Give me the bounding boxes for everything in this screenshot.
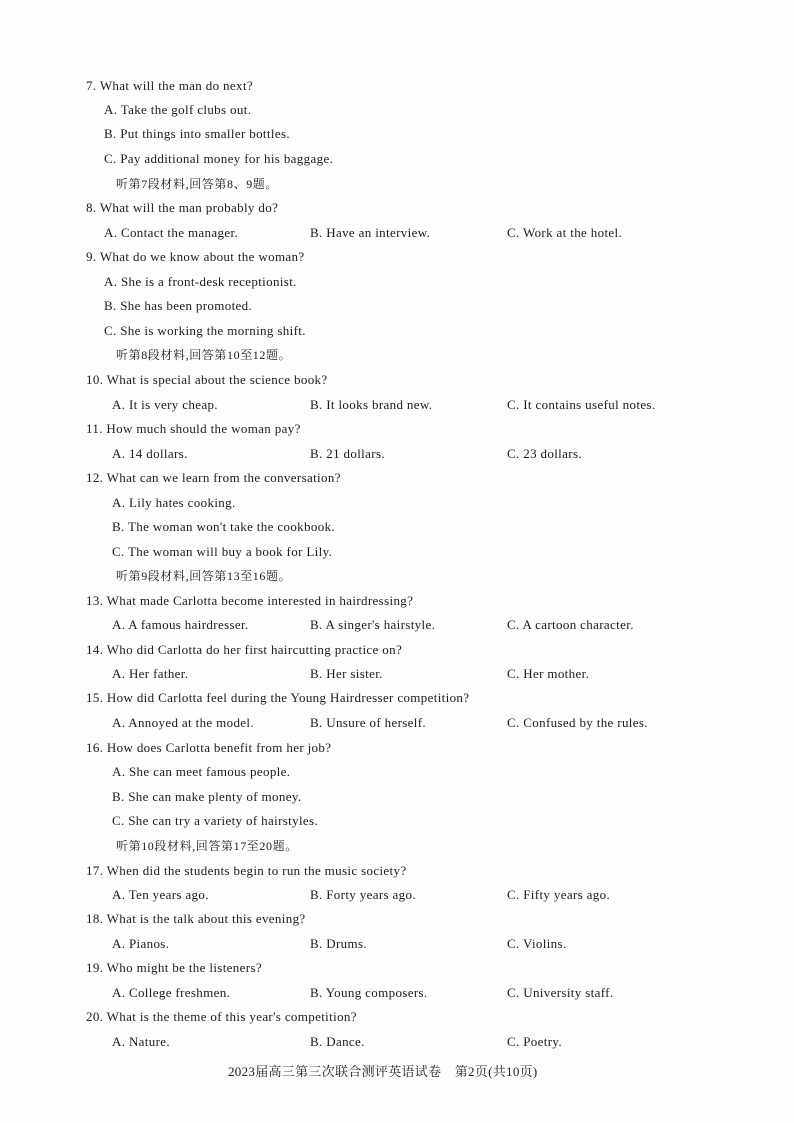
q18-option-b: B. Drums. — [310, 936, 367, 951]
q19-option-c: C. University staff. — [507, 985, 614, 1000]
q8-option-c: C. Work at the hotel. — [507, 225, 623, 240]
q8-option-a: A. Contact the manager. — [104, 225, 239, 240]
q11-option-c: C. 23 dollars. — [507, 446, 582, 461]
question-18: 18. What is the talk about this evening? — [86, 911, 306, 926]
q7-option-b: B. Put things into smaller bottles. — [104, 126, 290, 141]
question-20: 20. What is the theme of this year's competition? — [86, 1009, 357, 1024]
q16-option-c: C. She can try a variety of hairstyles. — [112, 813, 319, 828]
q14-option-a: A. Her father. — [112, 666, 189, 681]
q15-option-c: C. Confused by the rules. — [507, 715, 648, 730]
q13-option-c: C. A cartoon character. — [507, 617, 634, 632]
q18-option-a: A. Pianos. — [112, 936, 170, 951]
q19-option-a: A. College freshmen. — [112, 985, 231, 1000]
question-13: 13. What made Carlotta become interested in hairdressing? — [86, 593, 414, 608]
instruction-section-10: 听第10段材料,回答第17至20题。 — [116, 839, 298, 853]
q10-option-c: C. It contains useful notes. — [507, 397, 656, 412]
q16-option-a: A. She can meet famous people. — [112, 764, 291, 779]
q19-option-b: B. Young composers. — [310, 985, 428, 1000]
q10-option-b: B. It looks brand new. — [310, 397, 433, 412]
q12-option-b: B. The woman won't take the cookbook. — [112, 519, 336, 534]
page-footer: 2023届高三第三次联合测评英语试卷 第2页(共10页) — [228, 1064, 538, 1079]
q14-option-b: B. Her sister. — [310, 666, 383, 681]
q13-option-b: B. A singer's hairstyle. — [310, 617, 436, 632]
q9-option-c: C. She is working the morning shift. — [104, 323, 306, 338]
q11-option-b: B. 21 dollars. — [310, 446, 385, 461]
q16-option-b: B. She can make plenty of money. — [112, 789, 302, 804]
q15-option-a: A. Annoyed at the model. — [112, 715, 254, 730]
q12-option-a: A. Lily hates cooking. — [112, 495, 236, 510]
q11-option-a: A. 14 dollars. — [112, 446, 188, 461]
question-11: 11. How much should the woman pay? — [86, 421, 301, 436]
question-10: 10. What is special about the science book? — [86, 372, 328, 387]
q12-option-c: C. The woman will buy a book for Lily. — [112, 544, 333, 559]
q20-option-c: C. Poetry. — [507, 1034, 563, 1049]
q15-option-b: B. Unsure of herself. — [310, 715, 427, 730]
q17-option-b: B. Forty years ago. — [310, 887, 416, 902]
q10-option-a: A. It is very cheap. — [112, 397, 218, 412]
q14-option-c: C. Her mother. — [507, 666, 590, 681]
q9-option-b: B. She has been promoted. — [104, 298, 253, 313]
q17-option-c: C. Fifty years ago. — [507, 887, 611, 902]
instruction-section-7: 听第7段材料,回答第8、9题。 — [116, 177, 279, 191]
q18-option-c: C. Violins. — [507, 936, 567, 951]
question-16: 16. How does Carlotta benefit from her job? — [86, 740, 332, 755]
question-15: 15. How did Carlotta feel during the Young Hairdresser competition? — [86, 690, 470, 705]
q20-option-b: B. Dance. — [310, 1034, 365, 1049]
instruction-section-9: 听第9段材料,回答第13至16题。 — [116, 569, 292, 583]
q8-option-b: B. Have an interview. — [310, 225, 431, 240]
q7-option-c: C. Pay additional money for his baggage. — [104, 151, 334, 166]
instruction-section-8: 听第8段材料,回答第10至12题。 — [116, 348, 292, 362]
question-7: 7. What will the man do next? — [86, 78, 253, 93]
q17-option-a: A. Ten years ago. — [112, 887, 209, 902]
q7-option-a: A. Take the golf clubs out. — [104, 102, 252, 117]
question-14: 14. Who did Carlotta do her first haircutting practice on? — [86, 642, 403, 657]
q9-option-a: A. She is a front-desk receptionist. — [104, 274, 297, 289]
question-8: 8. What will the man probably do? — [86, 200, 279, 215]
question-12: 12. What can we learn from the conversation? — [86, 470, 341, 485]
question-17: 17. When did the students begin to run the music society? — [86, 863, 407, 878]
q20-option-a: A. Nature. — [112, 1034, 171, 1049]
question-9: 9. What do we know about the woman? — [86, 249, 305, 264]
question-19: 19. Who might be the listeners? — [86, 960, 262, 975]
q13-option-a: A. A famous hairdresser. — [112, 617, 249, 632]
